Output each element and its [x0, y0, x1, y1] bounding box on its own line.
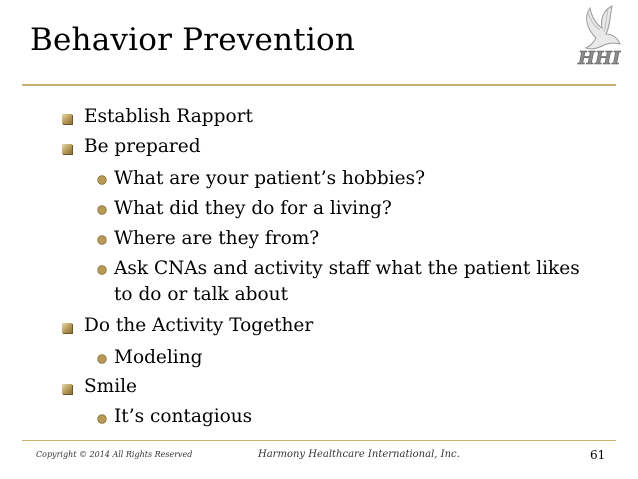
sub-bullet-item: What are your patient’s hobbies?	[114, 168, 425, 189]
logo-text: HHI	[578, 48, 621, 69]
footer-divider	[22, 440, 616, 441]
dot-bullet-icon	[97, 414, 107, 424]
bullet-item: Smile	[84, 376, 137, 397]
bullet-item: Be prepared	[84, 136, 201, 157]
slide-title: Behavior Prevention	[30, 22, 355, 58]
dot-bullet-icon	[97, 235, 107, 245]
square-bullet-icon	[62, 323, 72, 333]
square-bullet-icon	[62, 144, 72, 154]
sub-bullet-item: Modeling	[114, 347, 203, 368]
square-bullet-icon	[62, 384, 72, 394]
dot-bullet-icon	[97, 175, 107, 185]
dot-bullet-icon	[97, 205, 107, 215]
hhi-logo	[566, 4, 630, 72]
footer-company: Harmony Healthcare International, Inc.	[258, 449, 460, 460]
bullet-item: Establish Rapport	[84, 106, 253, 127]
bullet-item: Do the Activity Together	[84, 315, 314, 336]
square-bullet-icon	[62, 114, 72, 124]
page-number: 61	[590, 448, 606, 462]
sub-bullet-item: Where are they from?	[114, 228, 320, 249]
dot-bullet-icon	[97, 265, 107, 275]
dot-bullet-icon	[97, 354, 107, 364]
title-divider	[22, 84, 616, 86]
sub-bullet-item-continued: to do or talk about	[114, 284, 289, 305]
sub-bullet-item: It’s contagious	[114, 406, 253, 427]
sub-bullet-item: What did they do for a living?	[114, 198, 392, 219]
footer-copyright: Copyright © 2014 All Rights Reserved	[36, 450, 193, 459]
dove-icon	[586, 6, 620, 49]
sub-bullet-item: Ask CNAs and activity staff what the patient likes	[114, 258, 580, 279]
